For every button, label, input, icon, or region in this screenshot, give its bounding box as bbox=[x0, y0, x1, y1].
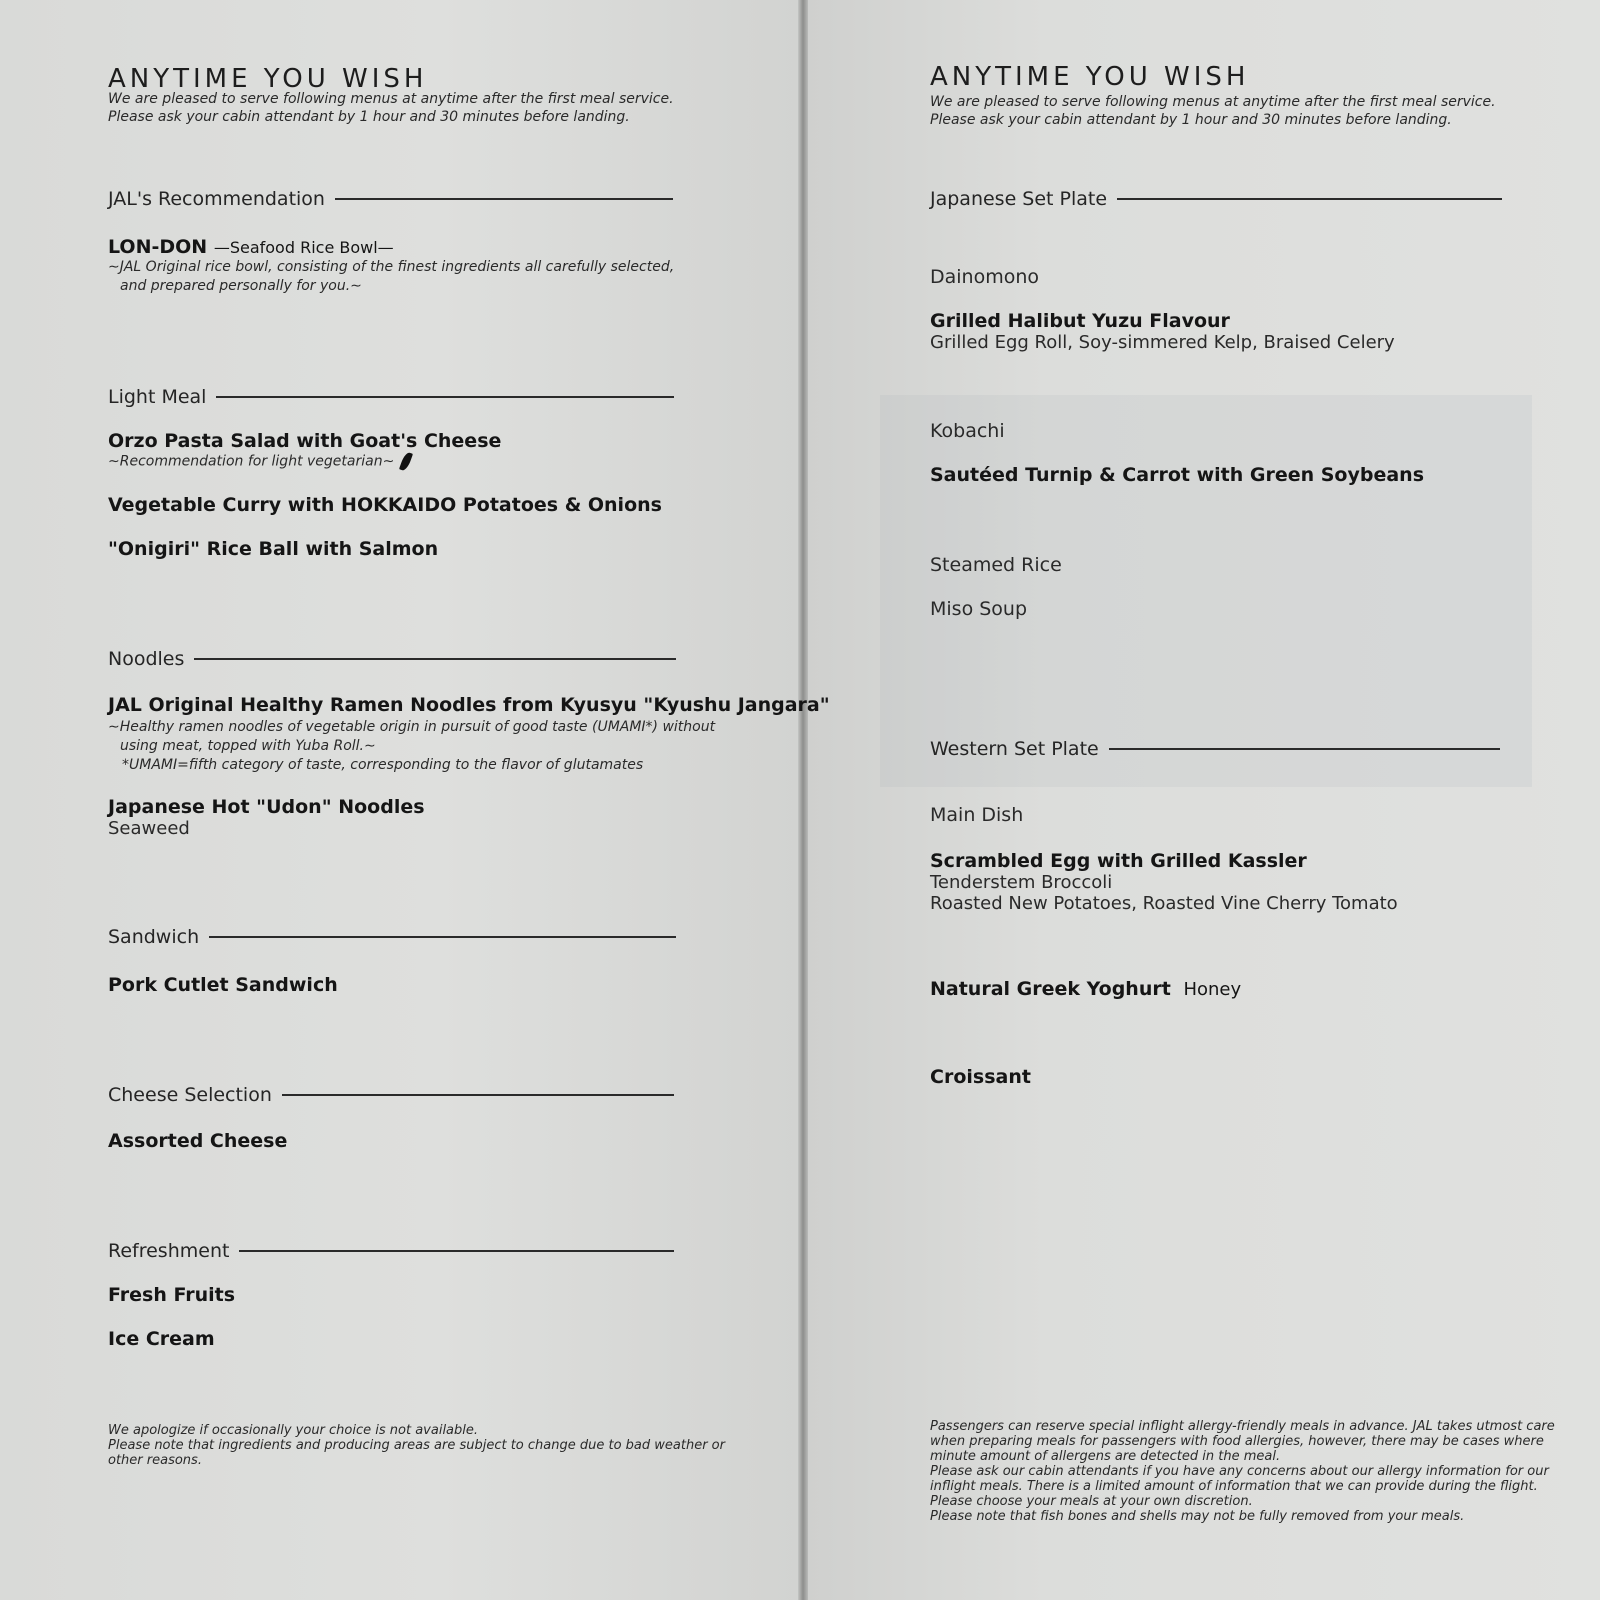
menu-item: Orzo Pasta Salad with Goat's Cheese bbox=[108, 430, 502, 452]
section-heading: Western Set Plate bbox=[930, 738, 1099, 760]
section-rule bbox=[282, 1094, 674, 1096]
course-label: Kobachi bbox=[930, 420, 1005, 442]
section-sandwich bbox=[108, 926, 676, 948]
footer-note: other reasons. bbox=[108, 1453, 202, 1468]
course-label: Dainomono bbox=[930, 266, 1040, 288]
section-rule bbox=[1109, 748, 1500, 750]
item-note: using meat, topped with Yuba Roll.∼ bbox=[120, 738, 376, 754]
section-rule bbox=[209, 936, 676, 938]
menu-item: Assorted Cheese bbox=[108, 1130, 288, 1152]
page-title: ANYTIME YOU WISH bbox=[930, 62, 1250, 92]
section-noodles bbox=[108, 648, 676, 670]
menu-item: Grilled Halibut Yuzu Flavour bbox=[930, 310, 1230, 332]
section-japanese-set-plate bbox=[930, 188, 1502, 210]
menu-item: Vegetable Curry with HOKKAIDO Potatoes & Onions bbox=[108, 494, 662, 516]
center-fold bbox=[798, 0, 808, 1600]
footer-note: We apologize if occasionally your choice is not available. bbox=[108, 1423, 479, 1438]
item-description: Seaweed bbox=[108, 818, 190, 839]
item-note bbox=[108, 452, 410, 472]
shadow-area bbox=[880, 395, 1532, 787]
section-heading: Japanese Set Plate bbox=[930, 188, 1108, 210]
section-refreshment bbox=[108, 1240, 674, 1262]
intro-line: Please ask your cabin attendant by 1 hour and 30 minutes before landing. bbox=[108, 109, 630, 125]
section-heading: Sandwich bbox=[108, 926, 200, 948]
menu-item-londón bbox=[108, 236, 394, 258]
menu-item-yoghurt bbox=[930, 978, 1241, 1000]
menu-item: Japanese Hot "Udon" Noodles bbox=[108, 796, 425, 818]
intro-line: We are pleased to serve following menus at anytime after the first meal service. bbox=[930, 94, 1496, 110]
section-rule bbox=[216, 396, 674, 398]
section-light-meal bbox=[108, 386, 674, 408]
footer-note: Please ask our cabin attendants if you have any concerns about our allergy information for our bbox=[930, 1464, 1549, 1479]
item-description: Tenderstem Broccoli bbox=[930, 872, 1113, 893]
section-heading: Refreshment bbox=[108, 1240, 230, 1262]
footer-note: Please note that fish bones and shells may not be fully removed from your meals. bbox=[930, 1509, 1465, 1524]
section-rule bbox=[239, 1250, 674, 1252]
course-label: Main Dish bbox=[930, 804, 1024, 826]
section-rule bbox=[335, 198, 673, 200]
menu-item: Sautéed Turnip & Carrot with Green Soybeans bbox=[930, 464, 1424, 486]
item-subtitle: —Seafood Rice Bowl— bbox=[213, 238, 394, 257]
section-heading: JAL's Recommendation bbox=[108, 188, 325, 210]
item-note: *UMAMI=fifth category of taste, corresponding to the flavor of glutamates bbox=[122, 757, 644, 773]
section-heading: Noodles bbox=[108, 648, 185, 670]
page-title: ANYTIME YOU WISH bbox=[108, 64, 428, 94]
footer-note: Passengers can reserve special inflight allergy-friendly meals in advance. JAL takes utmost care bbox=[930, 1419, 1555, 1434]
footer-note: when preparing meals for passengers with food allergies, however, there may be cases where bbox=[930, 1434, 1544, 1449]
footer-note: minute amount of allergens are detected in the meal. bbox=[930, 1449, 1281, 1464]
right-menu-page bbox=[806, 0, 1600, 1600]
section-rule bbox=[194, 658, 676, 660]
menu-item: Fresh Fruits bbox=[108, 1284, 236, 1306]
item-description: Honey bbox=[1183, 979, 1242, 1000]
menu-item: Miso Soup bbox=[930, 598, 1028, 620]
section-western-set-plate bbox=[930, 738, 1500, 760]
menu-item: Scrambled Egg with Grilled Kassler bbox=[930, 850, 1307, 872]
item-name: LON-DON bbox=[108, 236, 208, 258]
footer-note: Please note that ingredients and producing areas are subject to change due to bad weather or bbox=[108, 1438, 725, 1453]
section-rule bbox=[1117, 198, 1502, 200]
section-cheese bbox=[108, 1084, 674, 1106]
intro-line: We are pleased to serve following menus at anytime after the first meal service. bbox=[108, 91, 674, 107]
menu-item: Pork Cutlet Sandwich bbox=[108, 974, 338, 996]
menu-item: Ice Cream bbox=[108, 1328, 215, 1350]
vegetarian-note: ∼Recommendation for light vegetarian∼ bbox=[108, 453, 395, 470]
item-note: ∼JAL Original rice bowl, consisting of the finest ingredients all carefully selected, bbox=[108, 259, 675, 275]
menu-item: Croissant bbox=[930, 1066, 1031, 1088]
item-description: Roasted New Potatoes, Roasted Vine Cherry Tomato bbox=[930, 893, 1398, 914]
item-note: ∼Healthy ramen noodles of vegetable origin in pursuit of good taste (UMAMI*) without bbox=[108, 719, 716, 735]
footer-note: inflight meals. There is a limited amount of information that we can provide during the flight. bbox=[930, 1479, 1538, 1494]
menu-item: "Onigiri" Rice Ball with Salmon bbox=[108, 538, 439, 560]
item-name: Natural Greek Yoghurt bbox=[930, 978, 1171, 1000]
section-heading: Cheese Selection bbox=[108, 1084, 272, 1106]
footer-note: Please choose your meals at your own discretion. bbox=[930, 1494, 1253, 1509]
section-recommendation bbox=[108, 188, 673, 210]
section-heading: Light Meal bbox=[108, 386, 207, 408]
item-description: Grilled Egg Roll, Soy-simmered Kelp, Braised Celery bbox=[930, 332, 1395, 353]
item-note: and prepared personally for you.∼ bbox=[120, 278, 362, 294]
menu-item: JAL Original Healthy Ramen Noodles from Kyusyu "Kyushu Jangara" bbox=[108, 694, 830, 716]
intro-line: Please ask your cabin attendant by 1 hour and 30 minutes before landing. bbox=[930, 112, 1452, 128]
menu-item: Steamed Rice bbox=[930, 554, 1062, 576]
